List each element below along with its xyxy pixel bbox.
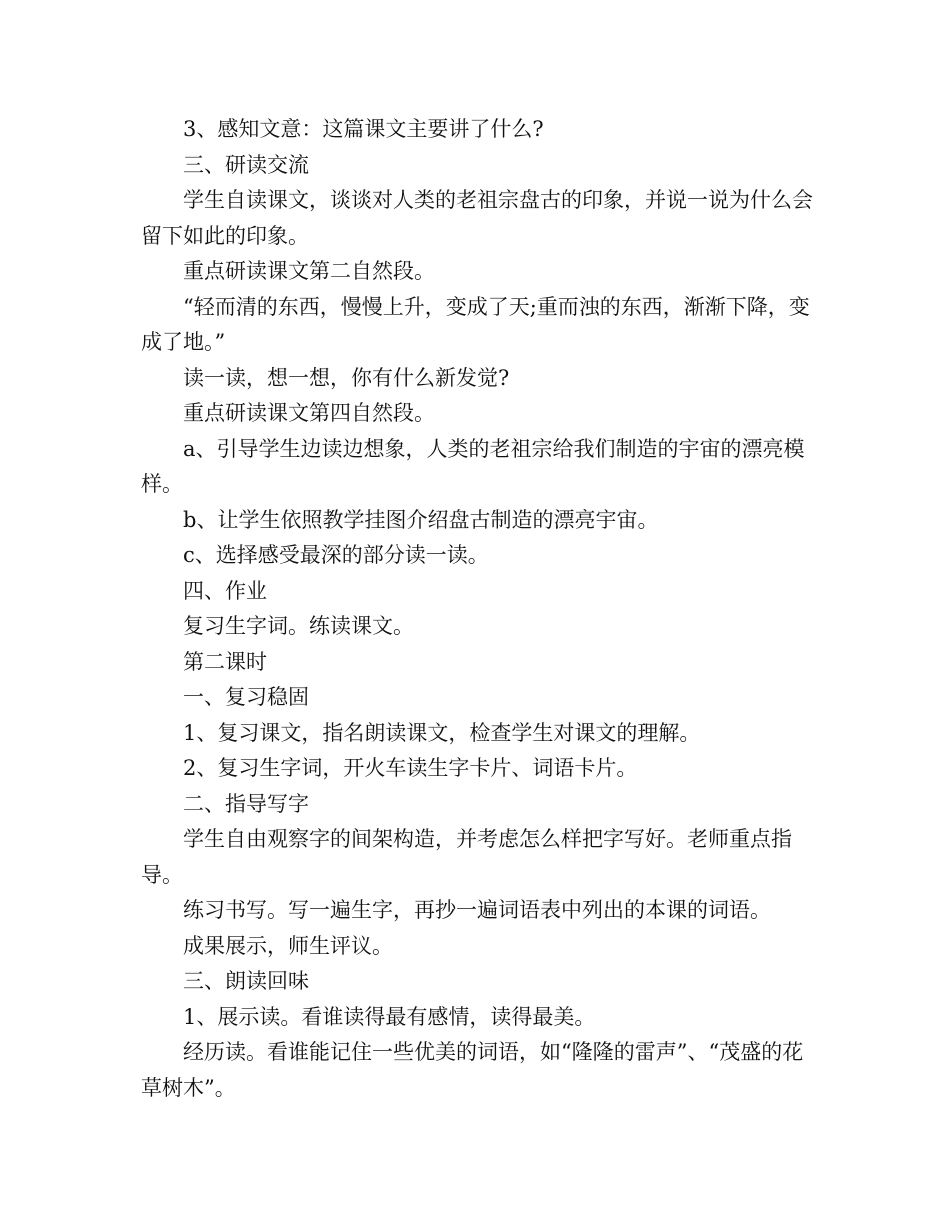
section-heading-review: 一、复习稳固 [183,685,309,709]
paragraph-focus-fourth: 重点研读课文第四自然段。 [183,401,435,425]
step-perceive-meaning: 3、感知文意：这篇课文主要讲了什么? [183,117,544,141]
paragraph-memory-reading: 经历读。看谁能记住一些优美的词语，如“隆隆的雷声”、“茂盛的花草树木”。 [141,1040,804,1100]
paragraph-focus-second: 重点研读课文第二自然段。 [183,259,435,283]
step-display-reading: 1、展示读。看谁读得最有感情，读得最美。 [183,1004,596,1029]
section-heading-homework: 四、作业 [183,578,267,603]
step-review-text: 1、复习课文，指名朗读课文，检查学生对课文的理解。 [183,720,701,745]
paragraph-showcase: 成果展示，师生评议。 [183,933,393,958]
item-a: a、引导学生边读边想象，人类的老祖宗给我们制造的宇宙的漂亮模样。 [141,436,805,496]
section-heading-writing: 二、指导写字 [183,791,309,816]
document-body [141,112,821,1106]
item-b: b、让学生依照教学挂图介绍盘古制造的漂亮宇宙。 [183,507,659,532]
paragraph-practice-writing: 练习书写。写一遍生字，再抄一遍词语表中列出的本课的词语。 [183,898,771,922]
heading-second-lesson: 第二课时 [183,649,267,674]
item-c: c、选择感受最深的部分读一读。 [183,543,489,567]
section-heading-reading-aloud: 三、朗读回味 [183,969,309,993]
section-heading-study-exchange: 三、研读交流 [183,152,309,177]
quote-sky-earth: “轻而清的东西，慢慢上升，变成了天;重而浊的东西，渐渐下降，变成了地。” [141,294,810,354]
paragraph-homework: 复习生字词。练读课文。 [183,614,414,638]
paragraph-observe-characters: 学生自由观察字的间架构造，并考虑怎么样把字写好。老师重点指导。 [141,827,792,887]
paragraph-read-think: 读一读，想一想，你有什么新发觉? [183,365,510,390]
paragraph-self-reading: 学生自读课文，谈谈对人类的老祖宗盘古的印象，并说一说为什么会留下如此的印象。 [141,188,813,248]
step-review-words: 2、复习生字词，开火车读生字卡片、词语卡片。 [183,756,638,780]
